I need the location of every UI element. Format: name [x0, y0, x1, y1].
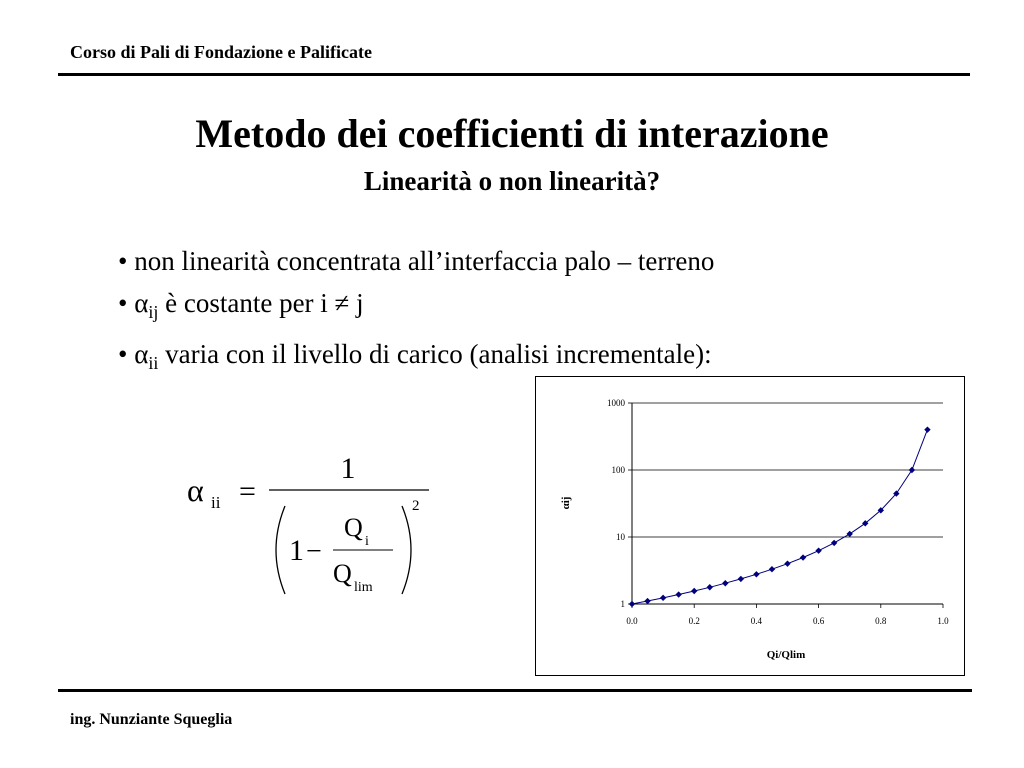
bullet-marker: •: [118, 288, 135, 318]
slide-title: Metodo dei coefficienti di interazione: [195, 111, 829, 156]
chart-x-tick-label: 1.0: [937, 616, 949, 626]
chart-y-tick-label: 100: [611, 465, 625, 475]
chart-x-tick-label: 0.6: [812, 616, 825, 626]
formula-one: 1: [289, 534, 304, 567]
chart-data-point: [691, 588, 697, 594]
chart-data-point: [815, 547, 821, 553]
formula-q-num: Q: [344, 513, 363, 542]
alpha-symbol: α: [134, 288, 149, 318]
alpha-formula: [185, 448, 445, 608]
chart-x-axis-label: Qi/Qlim: [766, 649, 806, 661]
bullet-text: varia con il livello di carico (analisi incrementale):: [158, 339, 712, 369]
course-header: Corso di Pali di Fondazione e Palificate: [70, 42, 372, 62]
chart-frame: [535, 376, 965, 676]
chart-y-tick-label: 1000: [607, 398, 625, 408]
chart-data-point: [924, 426, 930, 432]
chart-series: [629, 426, 931, 607]
bullet-marker: •: [118, 339, 135, 369]
chart-data-point: [847, 531, 853, 537]
chart-x-tick-label: 0.0: [626, 616, 638, 626]
bullet-item: [118, 282, 714, 333]
chart-data-point: [629, 601, 635, 607]
chart-tick-labels: [607, 398, 949, 626]
formula-minus: −: [306, 536, 322, 567]
chart-y-tick-label: 10: [616, 532, 625, 542]
alpha-chart: [536, 377, 964, 675]
formula-right-paren: [402, 506, 411, 594]
chart-series-line: [632, 430, 927, 604]
chart-x-tick-label: 0.2: [688, 616, 700, 626]
formula-exponent: 2: [412, 498, 420, 514]
formula-q-num-sub: i: [365, 534, 369, 549]
footer-rule: [58, 689, 972, 692]
header-rule: [58, 73, 970, 76]
alpha-subscript: ij: [148, 302, 159, 322]
chart-data-point: [769, 566, 775, 572]
formula-equals: =: [239, 475, 256, 508]
slide-subtitle: Linearità o non linearità?: [363, 166, 661, 196]
formula-q-den: Q: [333, 559, 352, 588]
chart-grid: [632, 403, 943, 604]
chart-data-point: [660, 595, 666, 601]
formula-lhs-sub: ii: [211, 493, 221, 512]
chart-data-point: [800, 554, 806, 560]
chart-axes: [628, 403, 943, 608]
formula-lhs-alpha: α: [187, 472, 204, 508]
chart-data-point: [738, 576, 744, 582]
bullet-item: [118, 240, 714, 282]
footer-author: ing. Nunziante Squeglia: [70, 711, 233, 728]
chart-x-tick-label: 0.4: [750, 616, 763, 626]
bullet-text: • non linearità concentrata all’interfaccia palo – terreno: [118, 246, 715, 276]
formula-q-den-sub: lim: [354, 580, 373, 595]
chart-y-tick-label: 1: [620, 599, 625, 609]
chart-y-axis-label: αij: [560, 496, 572, 510]
chart-data-point: [675, 591, 681, 597]
alpha-symbol: α: [134, 339, 149, 369]
bullet-text: è costante per i ≠ j: [158, 288, 364, 318]
formula-left-paren: [276, 506, 285, 594]
chart-data-point: [722, 580, 728, 586]
chart-data-point: [784, 560, 790, 566]
chart-data-point: [707, 584, 713, 590]
chart-x-tick-label: 0.8: [875, 616, 887, 626]
alpha-subscript: ii: [148, 353, 159, 373]
chart-data-point: [644, 598, 650, 604]
chart-data-point: [753, 571, 759, 577]
chart-data-point: [831, 540, 837, 546]
formula-numerator: 1: [340, 452, 356, 485]
chart-data-point: [909, 467, 915, 473]
bullet-list: [118, 240, 714, 384]
